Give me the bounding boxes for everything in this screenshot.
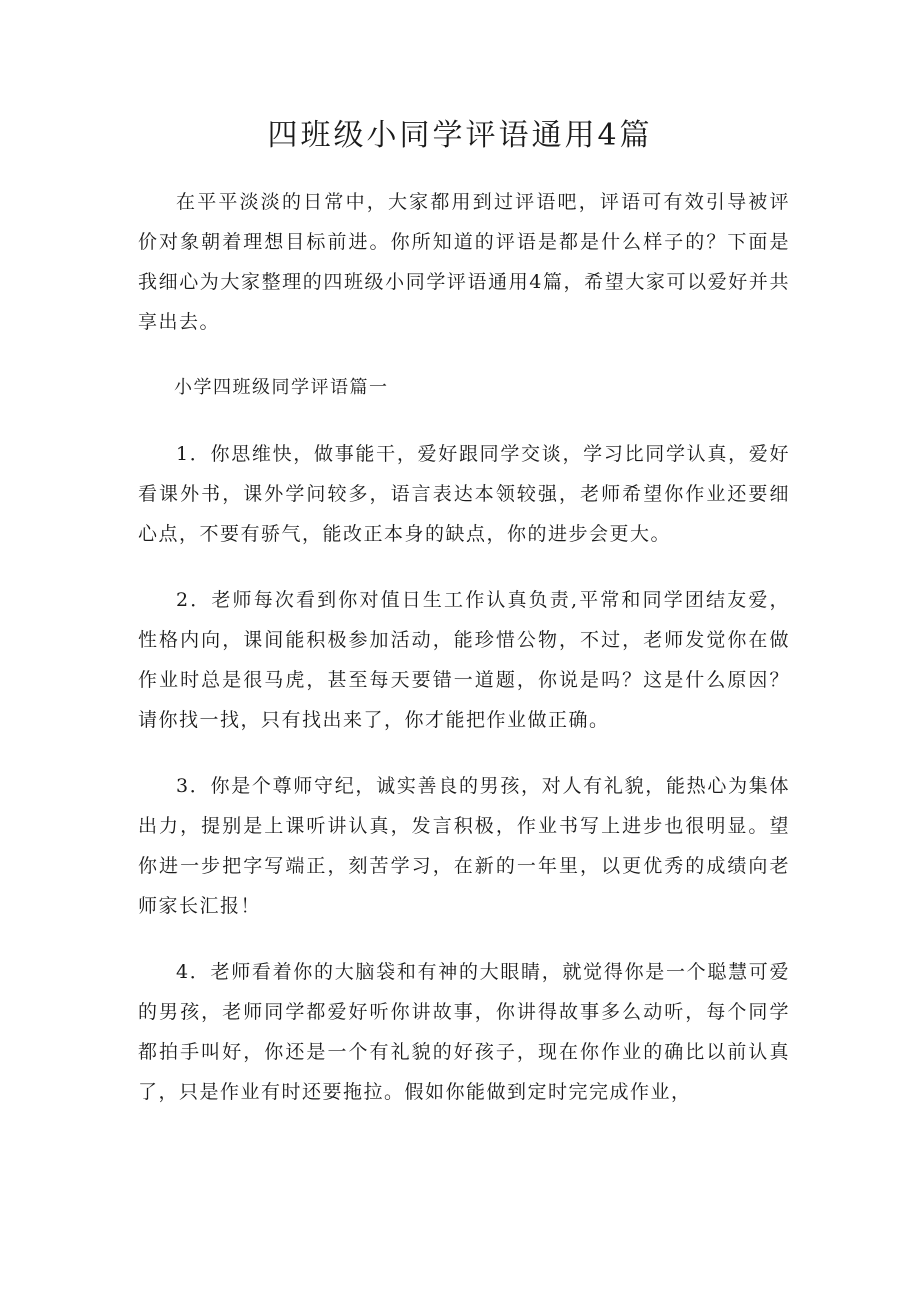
comment-item-1: 1．你思维快，做事能干，爱好跟同学交谈，学习比同学认真，爱好看课外书，课外学问较多，语言表达本领较强，老师希望你作业还要细心点，不要有骄气，能改正本身的缺点，你的进步会更大。 [138,443,790,545]
document-body [138,182,790,1138]
comment-item-3: 3．你是个尊师守纪，诚实善良的男孩，对人有礼貌，能热心为集体出力，提别是上课听讲认真，发言积极，作业书写上进步也很明显。望你进一步把字写端正，刻苦学习，在新的一年里，以更优秀的成绩向老师家长汇报！ [138,775,790,917]
comment-item-2: 2．老师每次看到你对值日生工作认真负责,平常和同学团结友爱，性格内向，课间能积极参加活动，能珍惜公物，不过，老师发觉你在做作业时总是很马虎，甚至每天要错一道题，你说是吗？这是什么原因？请你找一找，只有找出来了，你才能把作业做正确。 [138,589,790,731]
intro-paragraph: 在平平淡淡的日常中，大家都用到过评语吧，评语可有效引导被评价对象朝着理想目标前进。你所知道的评语是都是什么样子的？下面是我细心为大家整理的四班级小同学评语通用4篇，希望大家可以爱好并共享出去。 [138,191,790,333]
document-title: 四班级小同学评语通用4篇 [267,118,653,153]
comment-item-4: 4．老师看着你的大脑袋和有神的大眼睛，就觉得你是一个聪慧可爱的男孩，老师同学都爱好听你讲故事，你讲得故事多么动听，每个同学都拍手叫好，你还是一个有礼貌的好孩子，现在你作业的确比以前认真了，只是作业有时还要拖拉。假如你能做到定时完完成作业， [138,961,790,1103]
section-heading: 小学四班级同学评语篇一 [174,377,389,398]
